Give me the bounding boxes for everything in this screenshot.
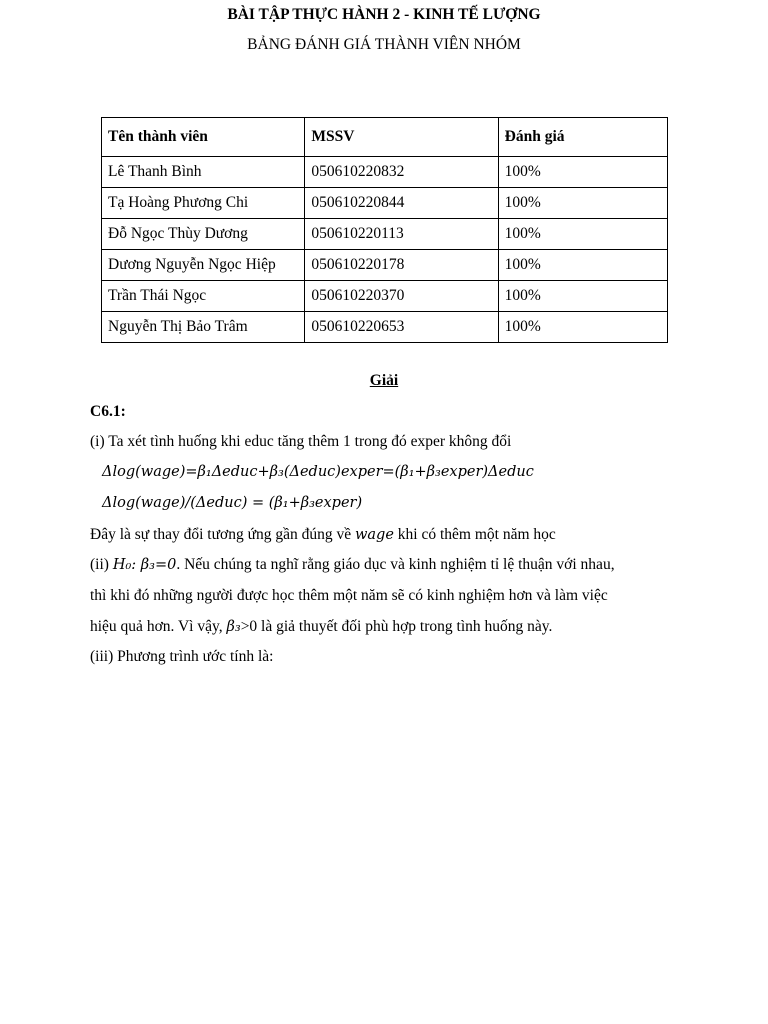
table-row xyxy=(102,188,668,219)
member-name: Nguyễn Thị Bảo Trâm xyxy=(102,312,305,343)
part-ii-line-1 xyxy=(90,556,615,574)
member-name: Tạ Hoàng Phương Chi xyxy=(102,188,305,219)
equation-1: Δlog(wage)=β₁Δeduc+β₃(Δeduc)exper=(β₁+β₃exper)Δeduc xyxy=(102,464,534,480)
header-member-name: Tên thành viên xyxy=(102,118,305,157)
student-id: 050610220832 xyxy=(305,157,498,188)
member-evaluation-table xyxy=(101,117,668,343)
table-row xyxy=(102,281,668,312)
part-ii-line3-before: hiệu quả hơn. Vì vậy, xyxy=(90,618,227,635)
table-row xyxy=(102,312,668,343)
member-name: Dương Nguyễn Ngọc Hiệp xyxy=(102,250,305,281)
equation-2: Δlog(wage)/(Δeduc) = (β₁+β₃exper) xyxy=(102,495,363,511)
evaluation: 100% xyxy=(498,250,667,281)
interpretation-after: khi có thêm một năm học xyxy=(393,526,556,543)
member-name: Lê Thanh Bình xyxy=(102,157,305,188)
evaluation: 100% xyxy=(498,157,667,188)
interpretation-text xyxy=(90,526,556,544)
document-title: BÀI TẬP THỰC HÀNH 2 - KINH TẾ LƯỢNG xyxy=(227,6,541,23)
evaluation: 100% xyxy=(498,312,667,343)
evaluation: 100% xyxy=(498,219,667,250)
evaluation: 100% xyxy=(498,281,667,312)
solution-heading: Giải xyxy=(369,372,399,389)
student-id: 050610220844 xyxy=(305,188,498,219)
header-student-id: MSSV xyxy=(305,118,498,157)
student-id: 050610220113 xyxy=(305,219,498,250)
null-hypothesis: H₀: β₃=0 xyxy=(112,557,177,573)
part-ii-line3-after: >0 là giả thuyết đối phù hợp trong tình huống này. xyxy=(240,618,553,635)
question-label: C6.1: xyxy=(90,403,126,420)
member-name: Trần Thái Ngọc xyxy=(102,281,305,312)
table-header-row xyxy=(102,118,668,157)
interpretation-before: Đây là sự thay đổi tương ứng gần đúng về xyxy=(90,526,355,543)
wage-variable: wage xyxy=(355,527,394,543)
part-ii-prefix: (ii) xyxy=(90,556,113,573)
part-ii-line-2: thì khi đó những người được học thêm một năm sẽ có kinh nghiệm hơn và làm việc xyxy=(90,587,608,604)
beta3-symbol: β₃ xyxy=(226,619,241,635)
document-subtitle: BẢNG ĐÁNH GIÁ THÀNH VIÊN NHÓM xyxy=(247,36,521,53)
student-id: 050610220178 xyxy=(305,250,498,281)
table-row xyxy=(102,157,668,188)
part-iii-text: (iii) Phương trình ước tính là: xyxy=(90,648,274,665)
student-id: 050610220370 xyxy=(305,281,498,312)
part-ii-rest: . Nếu chúng ta nghĩ rằng giáo dục và kinh nghiệm tỉ lệ thuận với nhau, xyxy=(176,556,615,573)
part-i-text: (i) Ta xét tình huống khi educ tăng thêm 1 trong đó exper không đổi xyxy=(90,433,512,450)
evaluation: 100% xyxy=(498,188,667,219)
table-row xyxy=(102,219,668,250)
member-name: Đỗ Ngọc Thùy Dương xyxy=(102,219,305,250)
table-row xyxy=(102,250,668,281)
header-evaluation: Đánh giá xyxy=(498,118,667,157)
student-id: 050610220653 xyxy=(305,312,498,343)
part-ii-line-3 xyxy=(90,618,552,636)
